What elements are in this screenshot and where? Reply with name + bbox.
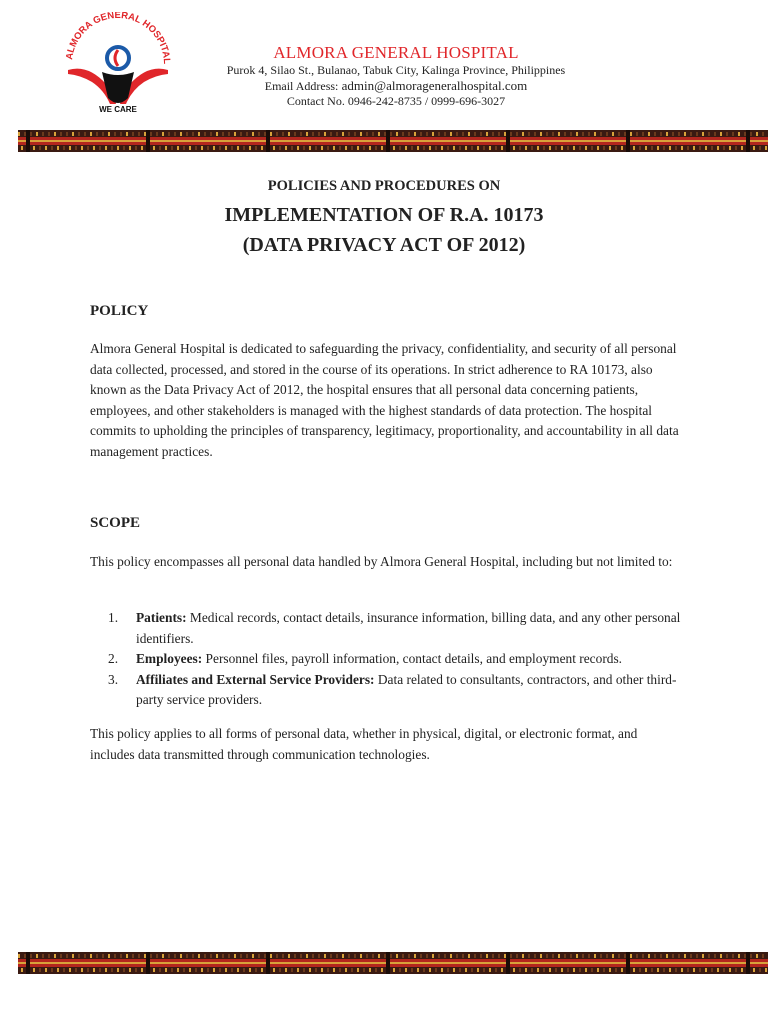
policy-heading: POLICY xyxy=(90,303,149,319)
scope-intro: This policy encompasses all personal data handled by Almora General Hospital, including but not limited to: xyxy=(90,554,673,569)
decorative-band-top xyxy=(18,130,768,152)
list-item-label: Employees: xyxy=(136,651,203,667)
logo-tagline: WE CARE xyxy=(99,105,137,114)
hospital-contact: Contact No. 0946-242-8735 / 0999-696-3027 xyxy=(286,94,506,108)
email-value[interactable]: admin@almorageneralhospital.com xyxy=(338,78,528,93)
logo-arc-text: ALMORA GENERAL HOSPITAL xyxy=(64,12,173,65)
list-item xyxy=(108,670,683,711)
scope-heading: SCOPE xyxy=(90,515,141,531)
list-item-label: Affiliates and External Service Providers: xyxy=(136,671,375,687)
hospital-name: ALMORA GENERAL HOSPITAL xyxy=(273,43,519,62)
list-item-number: 2. xyxy=(108,651,119,667)
document-title-line1: IMPLEMENTATION OF R.A. 10173 xyxy=(224,204,544,226)
hospital-email xyxy=(0,78,768,94)
decorative-band-bottom xyxy=(18,952,768,974)
list-item xyxy=(108,608,683,649)
list-item-label: Patients: xyxy=(136,610,187,625)
list-item-text: Personnel files, payroll information, contact details, and employment records. xyxy=(202,651,623,667)
list-item-text: Data related to consultants, contractors, and other third-party service providers. xyxy=(136,671,677,708)
document-subheading: POLICIES AND PROCEDURES ON xyxy=(267,178,501,194)
list-item xyxy=(108,649,683,670)
list-item-text: Medical records, contact details, insurance information, billing data, and any other personal identifiers. xyxy=(136,610,681,646)
policy-body: Almora General Hospital is dedicated to safeguarding the privacy, confidentiality, and security of all personal data collected, processed, and stored in the course of its operations. In strict adherence to RA 10173, also known as the Data Privacy Act of 2012, the hospital ensures that all personal data concerning patients, employees, and other stakeholders is managed with the highest standards of data protection. The hospital commits to upholding the principles of transparency, legitimacy, proportionality, and accountability in all data management practices. xyxy=(90,341,679,459)
scope-list xyxy=(108,608,683,711)
scope-closing: This policy applies to all forms of personal data, whether in physical, digital, or electronic format, and includes data transmitted through communication technologies. xyxy=(90,726,638,762)
email-label: Email Address: xyxy=(264,79,339,93)
list-item-number: 3. xyxy=(108,671,119,687)
list-item-number: 1. xyxy=(108,610,119,625)
hospital-address: Purok 4, Silao St., Bulanao, Tabuk City, Kalinga Province, Philippines xyxy=(226,63,566,77)
document-title-line2: (DATA PRIVACY ACT OF 2012) xyxy=(242,234,526,256)
